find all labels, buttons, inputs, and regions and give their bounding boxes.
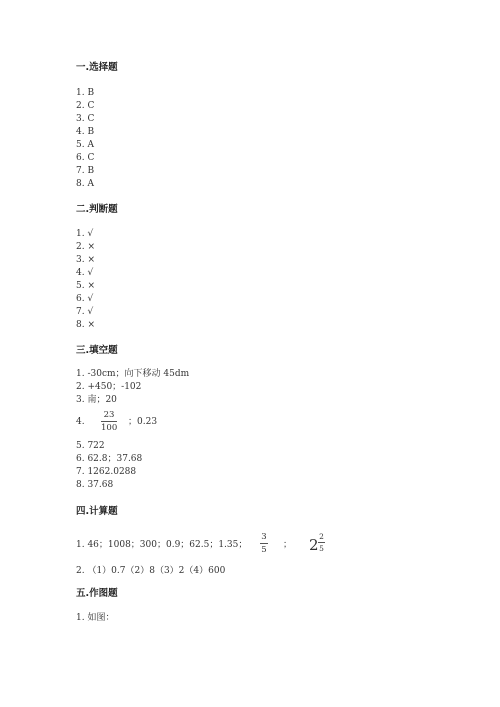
fraction-bar xyxy=(101,421,117,422)
answer-line-suffix: ；0.23 xyxy=(128,417,158,427)
answer-line: 1. B xyxy=(76,88,95,98)
fraction xyxy=(260,532,268,555)
section-heading-judgement: 二.判断题 xyxy=(76,204,118,215)
answer-line: 7. √ xyxy=(76,307,94,317)
fraction-numerator: 2 xyxy=(319,532,324,541)
fraction-denominator: 5 xyxy=(319,544,324,553)
answer-line: 1. 如图： xyxy=(76,613,115,623)
answer-line: 6. C xyxy=(76,153,95,163)
answer-line: 6. √ xyxy=(76,294,94,304)
answer-line: 1. -30cm；向下移动 45dm xyxy=(76,369,190,379)
answer-line: 4. √ xyxy=(76,268,94,278)
answer-line: 3. C xyxy=(76,114,95,124)
answer-line: 8. A xyxy=(76,179,94,189)
section-heading-choice: 一.选择题 xyxy=(76,62,118,73)
answer-line: 8. × xyxy=(76,320,95,330)
section-heading-drawing: 五.作图题 xyxy=(76,588,118,599)
answer-line: 7. B xyxy=(76,166,95,176)
answer-line: 2. C xyxy=(76,101,95,111)
section-heading-fill-blank: 三.填空题 xyxy=(76,345,118,356)
section-heading-calculation: 四.计算题 xyxy=(76,506,118,517)
answer-line: 8. 37.68 xyxy=(76,480,114,490)
answer-line: 6. 62.8；37.68 xyxy=(76,454,143,464)
answer-line: 2. × xyxy=(76,242,95,252)
answer-line: 1. √ xyxy=(76,229,94,239)
answer-line: 2. +450；-102 xyxy=(76,382,142,392)
answer-separator: ； xyxy=(283,540,293,550)
answer-line: 3. 南；20 xyxy=(76,395,117,405)
answer-line: 5. A xyxy=(76,140,94,150)
answer-line: 5. × xyxy=(76,281,95,291)
answer-line: 7. 1262.0288 xyxy=(76,467,137,477)
answer-line-prefix: 4. xyxy=(76,417,85,427)
fraction-denominator: 100 xyxy=(101,423,118,433)
fraction-denominator: 5 xyxy=(261,545,267,555)
fraction-numerator: 23 xyxy=(103,410,115,420)
answer-line: 3. × xyxy=(76,255,95,265)
answer-line: 5. 722 xyxy=(76,441,105,451)
fraction-numerator: 3 xyxy=(261,532,267,542)
fraction-bar xyxy=(318,542,325,543)
fraction-bar xyxy=(260,543,268,544)
answer-line: 4. B xyxy=(76,127,95,137)
mixed-number-fraction xyxy=(318,532,325,553)
fraction xyxy=(101,410,117,433)
answer-line-prefix: 1. 46；1008；300；0.9；62.5；1.35； xyxy=(76,540,248,550)
answer-line: 2. （1）0.7（2）8（3）2（4）600 xyxy=(76,566,226,576)
mixed-number-whole: 2 xyxy=(309,536,319,554)
